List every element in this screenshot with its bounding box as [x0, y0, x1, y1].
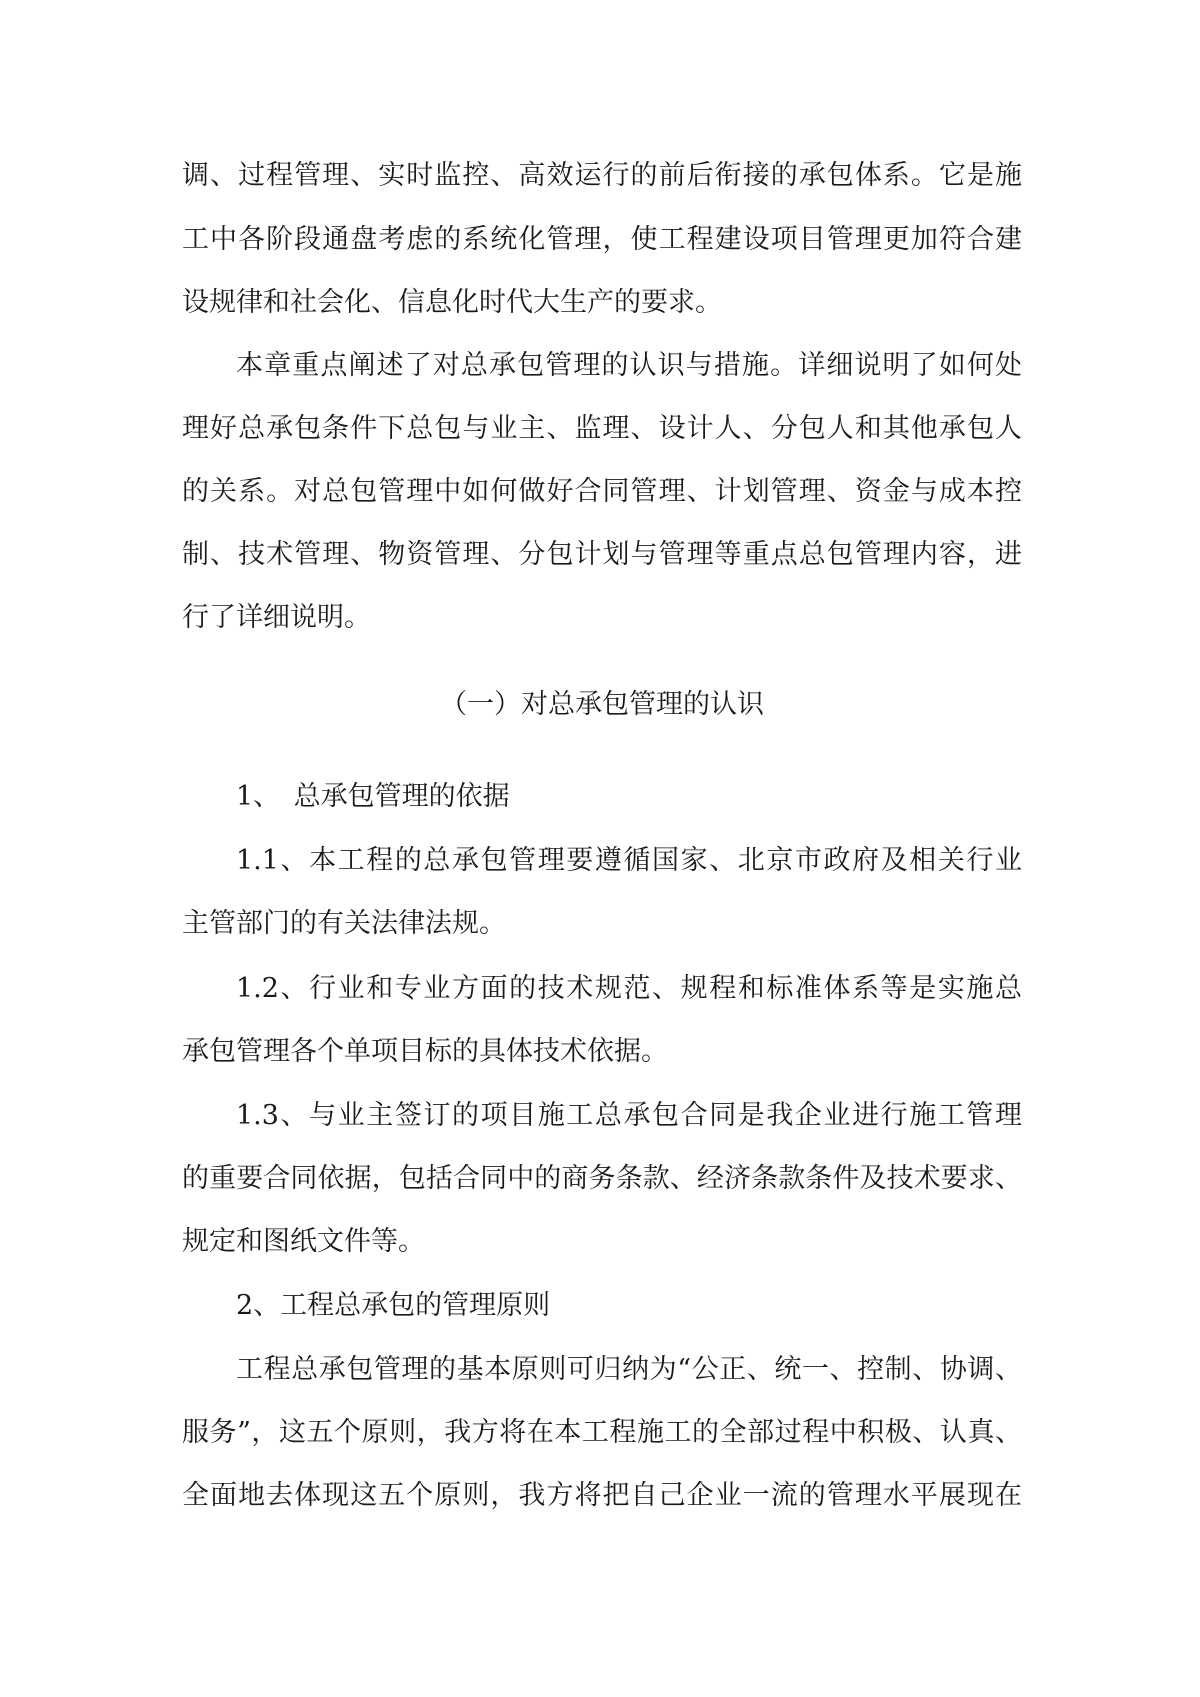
paragraph-line: 本章重点阐述了对总承包管理的认识与措施。详细说明了如何处 — [236, 350, 1022, 381]
section-heading: （一）对总承包管理的认识 — [440, 689, 764, 720]
paragraph-line: 理好总承包条件下总包与业主、监理、设计人、分包人和其他承包人 — [182, 413, 1022, 444]
paragraph-line: 全面地去体现这五个原则，我方将把自己企业一流的管理水平展现在 — [182, 1480, 1022, 1511]
paragraph-line: 的关系。对总包管理中如何做好合同管理、计划管理、资金与成本控 — [182, 476, 1022, 507]
item-heading: 1、 总承包管理的依据 — [236, 781, 510, 812]
paragraph-line: 设规律和社会化、信息化时代大生产的要求。 — [182, 287, 722, 318]
paragraph-line: 调、过程管理、实时监控、高效运行的前后衔接的承包体系。它是施 — [182, 160, 1022, 191]
paragraph-line: 1.2、行业和专业方面的技术规范、规程和标准体系等是实施总 — [236, 973, 1022, 1004]
paragraph-line: 规定和图纸文件等。 — [182, 1226, 425, 1257]
paragraph-line: 工中各阶段通盘考虑的系统化管理，使工程建设项目管理更加符合建 — [182, 224, 1022, 255]
paragraph-line: 制、技术管理、物资管理、分包计划与管理等重点总包管理内容，进 — [182, 539, 1022, 570]
paragraph-line: 的重要合同依据，包括合同中的商务条款、经济条款条件及技术要求、 — [182, 1163, 1022, 1194]
paragraph-line: 1.3、与业主签订的项目施工总承包合同是我企业进行施工管理 — [236, 1100, 1022, 1131]
paragraph-line: 1.1、本工程的总承包管理要遵循国家、北京市政府及相关行业 — [236, 845, 1022, 876]
paragraph-line: 承包管理各个单项目标的具体技术依据。 — [182, 1036, 668, 1067]
item-heading: 2、工程总承包的管理原则 — [236, 1290, 551, 1321]
paragraph-line: 服务”，这五个原则，我方将在本工程施工的全部过程中积极、认真、 — [182, 1417, 1022, 1448]
paragraph-line: 行了详细说明。 — [182, 602, 371, 633]
paragraph-line: 主管部门的有关法律法规。 — [182, 908, 506, 939]
paragraph-line: 工程总承包管理的基本原则可归纳为“公正、统一、控制、协调、 — [236, 1354, 1022, 1385]
